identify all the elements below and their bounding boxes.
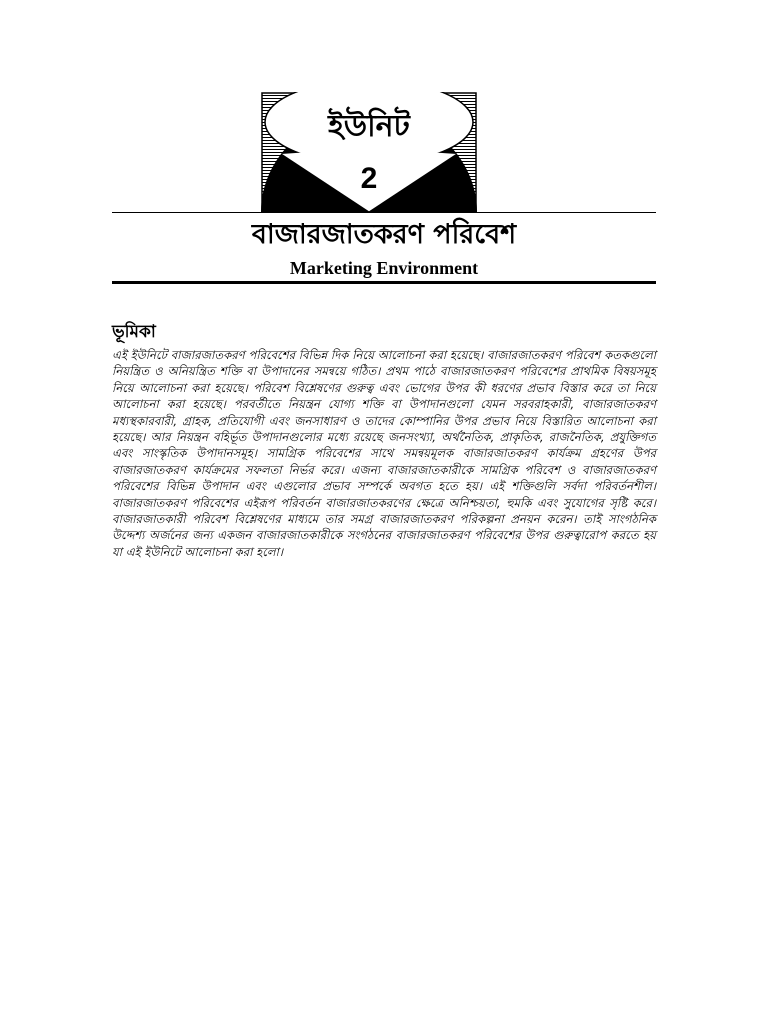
unit-number: 2 <box>360 162 378 195</box>
top-divider <box>112 212 656 213</box>
unit-label: ইউনিট <box>328 109 410 144</box>
title-underline <box>112 281 656 284</box>
section-heading: ভূমিকা <box>112 322 156 342</box>
unit-title-english: Marketing Environment <box>289 258 479 278</box>
unit-title-bangla: বাজারজাতকরণ পরিবেশ <box>251 219 517 250</box>
unit-emblem <box>261 92 477 212</box>
intro-paragraph: এই ইউনিটে বাজারজাতকরণ পরিবেশের বিভিন্ন দিক নিয়ে আলোচনা করা হয়েছে। বাজারজাতকরণ পরিবেশ কতকগুলো নিয়ন্ত্রিত ও অনিয়ন্ত্রিত শক্তি বা উপাদানের সমন্বয়ে গঠিত। প্রথম পাঠে বাজারজাতকরণ পরিবেশের প্রাথমিক বিষয়সমূহ নিয়ে আলোচনা করা হয়েছে। পরিবেশ বিশ্লেষণের গুরুত্ব এবং ভোগের উপর কী ধরণের প্রভাব বিস্তার করে তা নিয়ে আলোচনা করা হয়েছে। পরবর্তীতে নিয়ন্ত্রন যোগ্য শক্তি বা উপাদানগুলো যেমন সরবরাহকারী, বাজারজাতকরণ মধ্যস্থকারবারী, গ্রাহক, প্রতিযোগী এবং জনসাধারণ ও তাদের কোম্পানির উপর প্রভাব নিয়ে বিস্তারিত আলোচনা করা হয়েছে। আর নিয়ন্ত্রন বহির্ভূত উপাদানগুলোর মধ্যে রয়েছে জনসংখ্যা, অর্থনৈতিক, প্রাকৃতিক, রাজনৈতিক, প্রযুক্তিগত এবং সাংস্কৃতিক উপাদানসমূহ। সামগ্রিক পরিবেশের সাথে সমন্বয়মূলক বাজারজাতকরণ কার্যক্রম গ্রহণের উপর বাজারজাতকরণ কার্যক্রমের সফলতা নির্ভর করে। এজন্য বাজারজাতকারীকে সামগ্রিক পরিবেশ ও বাজারজাতকরণ পরিবেশের বিভিন্ন উপাদান এবং এগুলোর প্রভাব সম্পর্কে অবগত হতে হয়। এই শক্তিগুলি সর্বদা পরিবর্তনশীল। বাজারজাতকরণ পরিবেশের এইরূপ পরিবর্তন বাজারজাতকরণের ক্ষেত্রে অনিশ্চয়তা, হুমকি এবং সুযোগের সৃষ্টি করে। বাজারজাতকারী পরিবেশ বিশ্লেষণের মাধ্যমে তার সমগ্র বাজারজাতকরণ পরিকল্পনা প্রনয়ন করেন। তাই সাংগঠনিক উদ্দেশ্য অর্জনের জন্য একজন বাজারজাতকারীকে সংগঠনের বাজারজাতকরণ পরিবেশের উপর গুরুত্বারোপ করতে হয় যা এই ইউনিটে আলোচনা করা হলো। <box>112 348 656 559</box>
